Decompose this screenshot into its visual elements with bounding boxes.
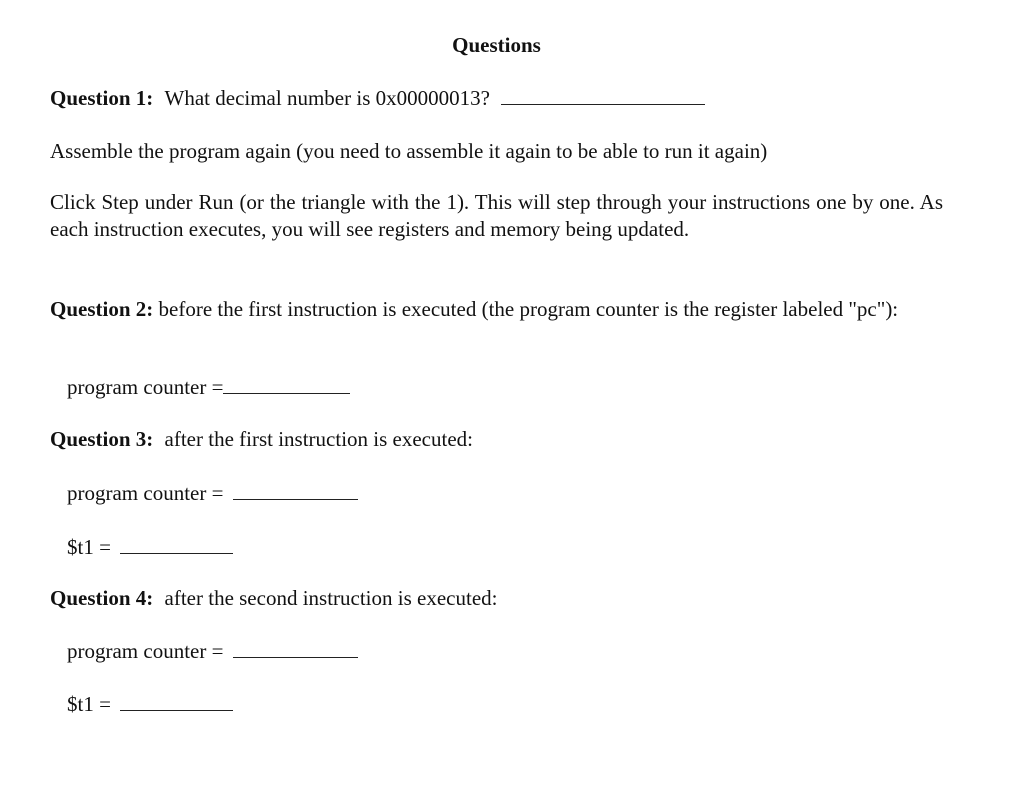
question-2-pc-row [67,375,350,400]
question-3-text: after the first instruction is executed: [164,427,473,451]
question-4 [50,586,497,610]
question-3-t1-blank[interactable] [120,536,233,554]
question-4-t1-blank[interactable] [120,693,233,711]
question-3-pc-blank[interactable] [233,482,358,500]
question-4-t1-label: $t1 = [67,692,111,716]
question-1-text: What decimal number is 0x00000013? [164,86,490,110]
question-3-pc-label: program counter = [67,481,224,505]
question-3-label: Question 3: [50,427,154,451]
instruction-step: Click Step under Run (or the triangle with the 1). This will step through your instructions one by one. As each instruction executes, you will see registers and memory being updated. [50,190,943,241]
question-3-pc-row [67,481,358,506]
question-1-label: Question 1: [50,86,154,110]
question-3-t1-row [67,535,233,560]
page-title: Questions [452,33,541,57]
question-4-pc-row [67,639,358,664]
question-4-text: after the second instruction is executed: [164,586,498,610]
question-2-pc-blank[interactable] [223,376,350,394]
question-1-answer-blank[interactable] [501,87,705,105]
question-3 [50,427,473,451]
question-1 [50,86,705,110]
question-2-label: Question 2: [50,297,154,321]
instruction-assemble: Assemble the program again (you need to assemble it again to be able to run it again) [50,139,768,163]
question-2-text: before the first instruction is executed (the program counter is the register labeled "pc"): [158,297,899,321]
question-2-pc-label: program counter = [67,375,224,399]
question-4-pc-label: program counter = [67,639,224,663]
question-3-t1-label: $t1 = [67,535,111,559]
question-4-t1-row [67,692,233,717]
question-4-pc-blank[interactable] [233,640,358,658]
question-2 [50,296,943,323]
question-4-label: Question 4: [50,586,154,610]
